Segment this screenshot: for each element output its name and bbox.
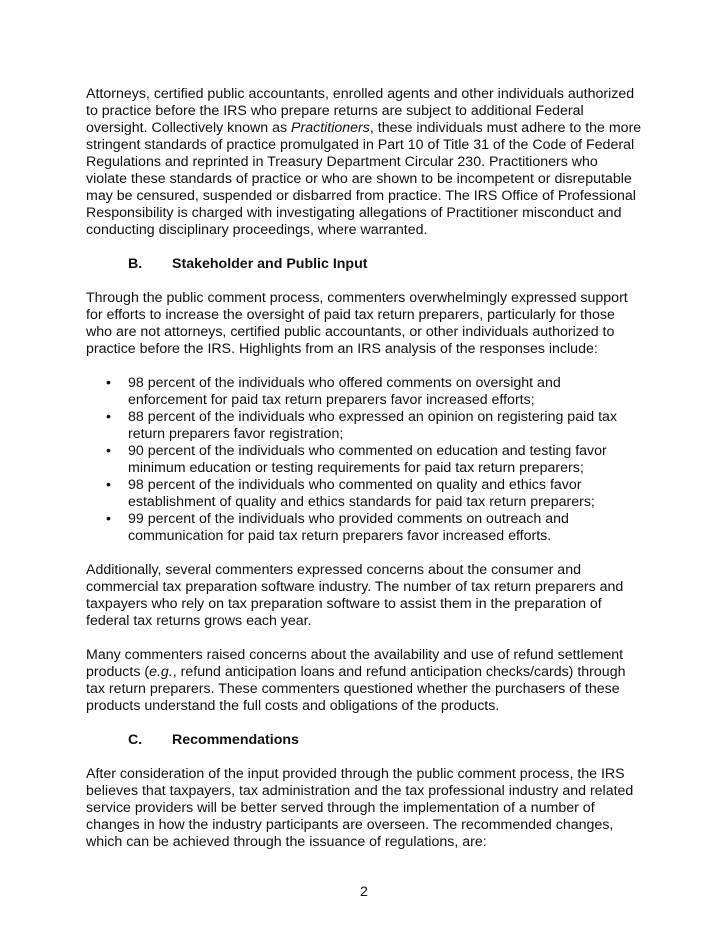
bullet-icon: • xyxy=(106,477,111,493)
list-item-text: 88 percent of the individuals who expressed an opinion on registering paid tax return preparers favor registration; xyxy=(128,409,617,442)
eg-abbreviation: e.g. xyxy=(149,664,173,680)
paragraph-practitioners xyxy=(86,86,642,239)
section-b-letter: B. xyxy=(128,256,143,272)
list-item-text: 99 percent of the individuals who provided comments on outreach and communication for paid tax return preparers favor increased efforts. xyxy=(128,511,569,544)
highlights-list xyxy=(86,375,642,545)
page-number: 2 xyxy=(360,884,368,900)
section-heading-c xyxy=(86,732,642,749)
bullet-icon: • xyxy=(106,443,111,459)
list-item xyxy=(86,375,642,409)
paragraph-refund-products xyxy=(86,647,642,715)
paragraph-recommendations: After consideration of the input provided through the public comment process, the IRS believes that taxpayers, tax administration and the tax professional industry and related service providers will be better served through the implementation of a number of changes in how the industry participants are overseen. The recommended changes, which can be achieved through the issuance of regulations, are: xyxy=(86,766,634,850)
list-item xyxy=(86,409,642,443)
list-item-text: 98 percent of the individuals who offered comments on oversight and enforcement for paid tax return preparers favor increased efforts; xyxy=(128,375,561,408)
paragraph-public-comment: Through the public comment process, commenters overwhelmingly expressed support for efforts to increase the oversight of paid tax return preparers, particularly for those who are not attorneys, certified public accountants, or other individuals authorized to practice before the IRS. Highlights from an IRS analysis of the responses include: xyxy=(86,290,628,357)
bullet-icon: • xyxy=(106,375,111,391)
bullet-icon: • xyxy=(106,409,111,425)
practitioners-term: Practitioners xyxy=(291,120,370,136)
list-item xyxy=(86,443,642,477)
section-c-letter: C. xyxy=(128,732,143,748)
paragraph-4-text-b: , refund anticipation loans and refund anticipation checks/cards) through tax return preparers. These commenters questioned whether the purchasers of these products understand the full costs and obligations of the products. xyxy=(86,664,626,714)
paragraph-1-text-b: , these individuals must adhere to the more stringent standards of practice promulgated in Part 10 of Title 31 of the Code of Federal Regulations and reprinted in Treasury Department Circular 230. Practitioners who violate these standards of practice or who are shown to be incompetent or disreputable may be censured, suspended or disbarred from practice. The IRS Office of Professional Responsibility is charged with investigating allegations of Practitioner misconduct and conducting disciplinary proceedings, where warranted. xyxy=(86,120,642,238)
list-item-text: 90 percent of the individuals who commented on education and testing favor minimum education or testing requirements for paid tax return preparers; xyxy=(128,443,607,476)
page-body xyxy=(86,86,642,868)
paragraph-1-text-a: Attorneys, certified public accountants, enrolled agents and other individuals authorized to practice before the IRS who prepare returns are subject to additional Federal oversight. Collectively known as xyxy=(86,86,635,136)
section-heading-b xyxy=(86,256,642,273)
section-c-title: Recommendations xyxy=(172,732,299,748)
list-item xyxy=(86,477,642,511)
bullet-icon: • xyxy=(106,511,111,527)
section-b-title: Stakeholder and Public Input xyxy=(172,256,368,272)
paragraph-software-concerns: Additionally, several commenters expressed concerns about the consumer and commercial tax preparation software industry. The number of tax return preparers and taxpayers who rely on tax preparation software to assist them in the preparation of federal tax returns grows each year. xyxy=(86,562,624,629)
list-item-text: 98 percent of the individuals who commented on quality and ethics favor establishment of quality and ethics standards for paid tax return preparers; xyxy=(128,477,595,510)
paragraph-4-text-a: Many commenters raised concerns about the availability and use of refund settlement products ( xyxy=(86,647,624,680)
list-item xyxy=(86,511,642,545)
